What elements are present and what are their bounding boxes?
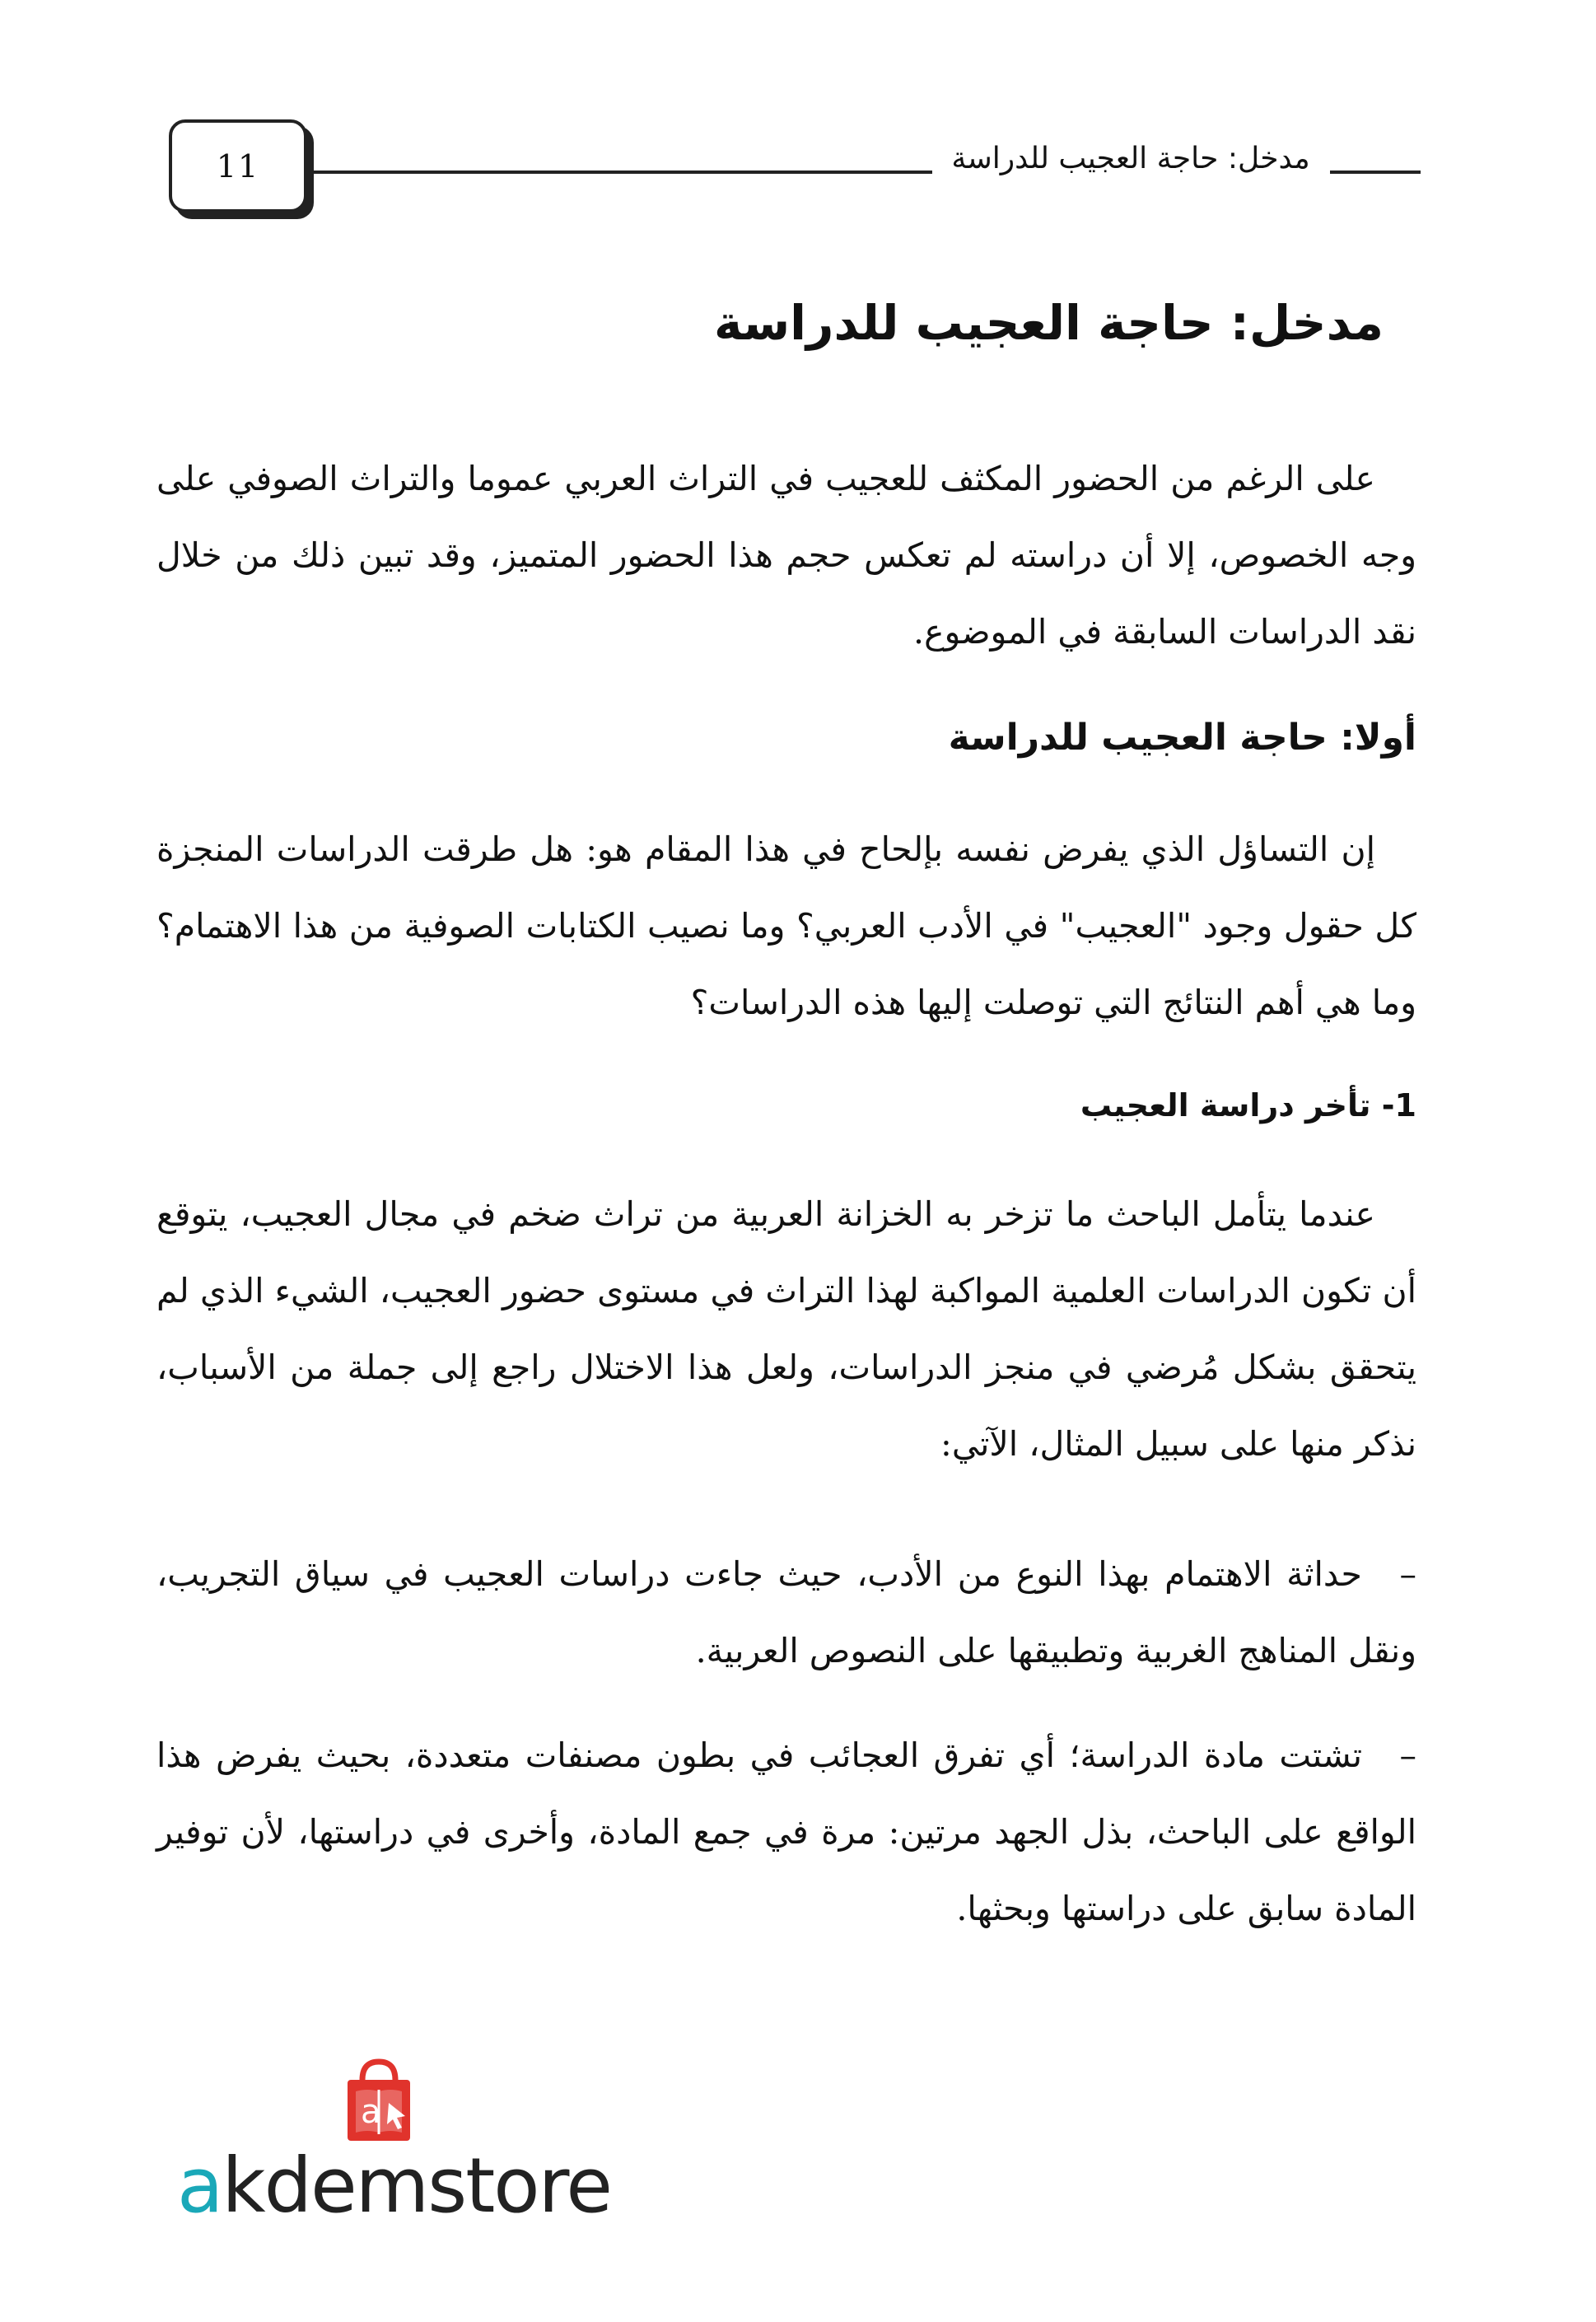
delay-paragraph: عندما يتأمل الباحث ما تزخر به الخزانة العربية من تراث ضخم في مجال العجيب، يتوقع أن تكون الدراسات العلمية المواكبة لهذا التراث في مستوى حضور العجيب، الشيء الذي لم يتحقق بشكل مُرضي في منجز الدراسات، ولعل هذا الاختلال راجع إلى جملة من الأسباب، نذكر منها على سبيل المثال، الآتي:: [156, 1194, 1416, 1464]
page-number: 11: [216, 147, 260, 185]
sub-heading: 1- تأخر دراسة العجيب: [1080, 1087, 1416, 1124]
bullet-marker: –: [1399, 1554, 1416, 1594]
logo-icon-letter: a: [361, 2093, 381, 2131]
page-number-box: [169, 119, 307, 213]
question-paragraph: إن التساؤل الذي يفرض نفسه بإلحاح في هذا المقام هو: هل طرقت الدراسات المنجزة كل حقول وجود "العجيب" في الأدب العربي؟ وما نصيب الكتابات الصوفية من هذا الاهتمام؟ وما هي أهم النتائج التي توصلت إليها هذه الدراسات؟: [156, 829, 1416, 1022]
shopping-bag-book-icon: [338, 2055, 420, 2146]
bullet-text: تشتت مادة الدراسة؛ أي تفرق العجائب في بطون مصنفات متعددة، بحيث يفرض هذا الواقع على الباحث، بذل الجهد مرتين: مرة في جمع المادة، وأخرى في دراستها، لأن توفير المادة سابق على دراستها وبحثها.: [156, 1736, 1416, 1928]
logo-wordmark: [177, 2142, 611, 2230]
running-title: مدخل: حاجة العجيب للدراسة: [951, 142, 1310, 175]
bullet-marker: –: [1399, 1736, 1416, 1775]
header-rule-left: [311, 171, 932, 174]
bullet-item: [156, 1536, 1416, 1689]
bullet-text: حداثة الاهتمام بهذا النوع من الأدب، حيث جاءت دراسات العجيب في سياق التجريب، ونقل المناهج الغربية وتطبيقها على النصوص العربية.: [156, 1554, 1416, 1670]
main-heading: مدخل: حاجة العجيب للدراسة: [713, 295, 1384, 351]
section-heading: أولا: حاجة العجيب للدراسة: [948, 717, 1416, 759]
bullet-item: [156, 1717, 1416, 1947]
intro-paragraph: على الرغم من الحضور المكثف للعجيب في التراث العربي عموما والتراث الصوفي على وجه الخصوص، إلا أن دراسته لم تعكس حجم هذا الحضور المتميز، وقد تبين ذلك من خلال نقد الدراسات السابقة في الموضوع.: [156, 459, 1416, 652]
header-rule-right: [1330, 171, 1421, 174]
logo-wordmark-rest: kdemstore: [222, 2142, 611, 2230]
akdemstore-logo: [177, 2055, 611, 2245]
logo-wordmark-accent: a: [177, 2142, 222, 2230]
